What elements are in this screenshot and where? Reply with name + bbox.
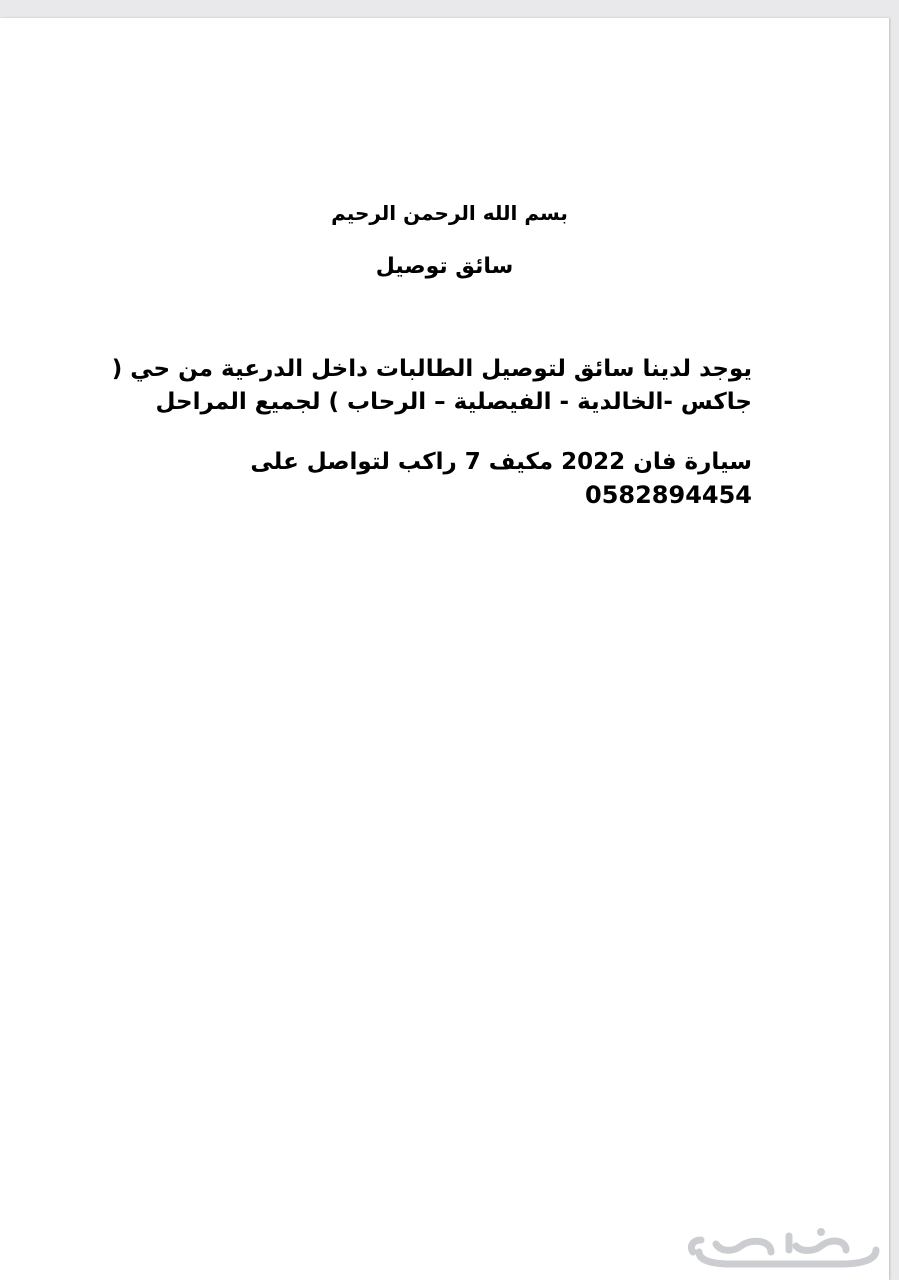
document-page <box>0 18 889 1280</box>
haraj-logo-watermark <box>671 1220 891 1270</box>
vehicle-details: سيارة فان 2022 مكيف 7 راكب لتواصل على <box>250 449 752 475</box>
service-description: يوجد لدينا سائق لتوصيل الطالبات داخل الدرعية من حي ( جاكس -الخالدية - الفيصلية – الرحاب ) لجميع المراحل <box>111 356 752 415</box>
basmala-heading: بسم الله الرحمن الرحيم <box>331 201 568 225</box>
document-title: سائق توصيل <box>375 254 514 279</box>
phone-number: 0582894454 <box>585 481 752 509</box>
vehicle-contact-line <box>92 446 752 513</box>
